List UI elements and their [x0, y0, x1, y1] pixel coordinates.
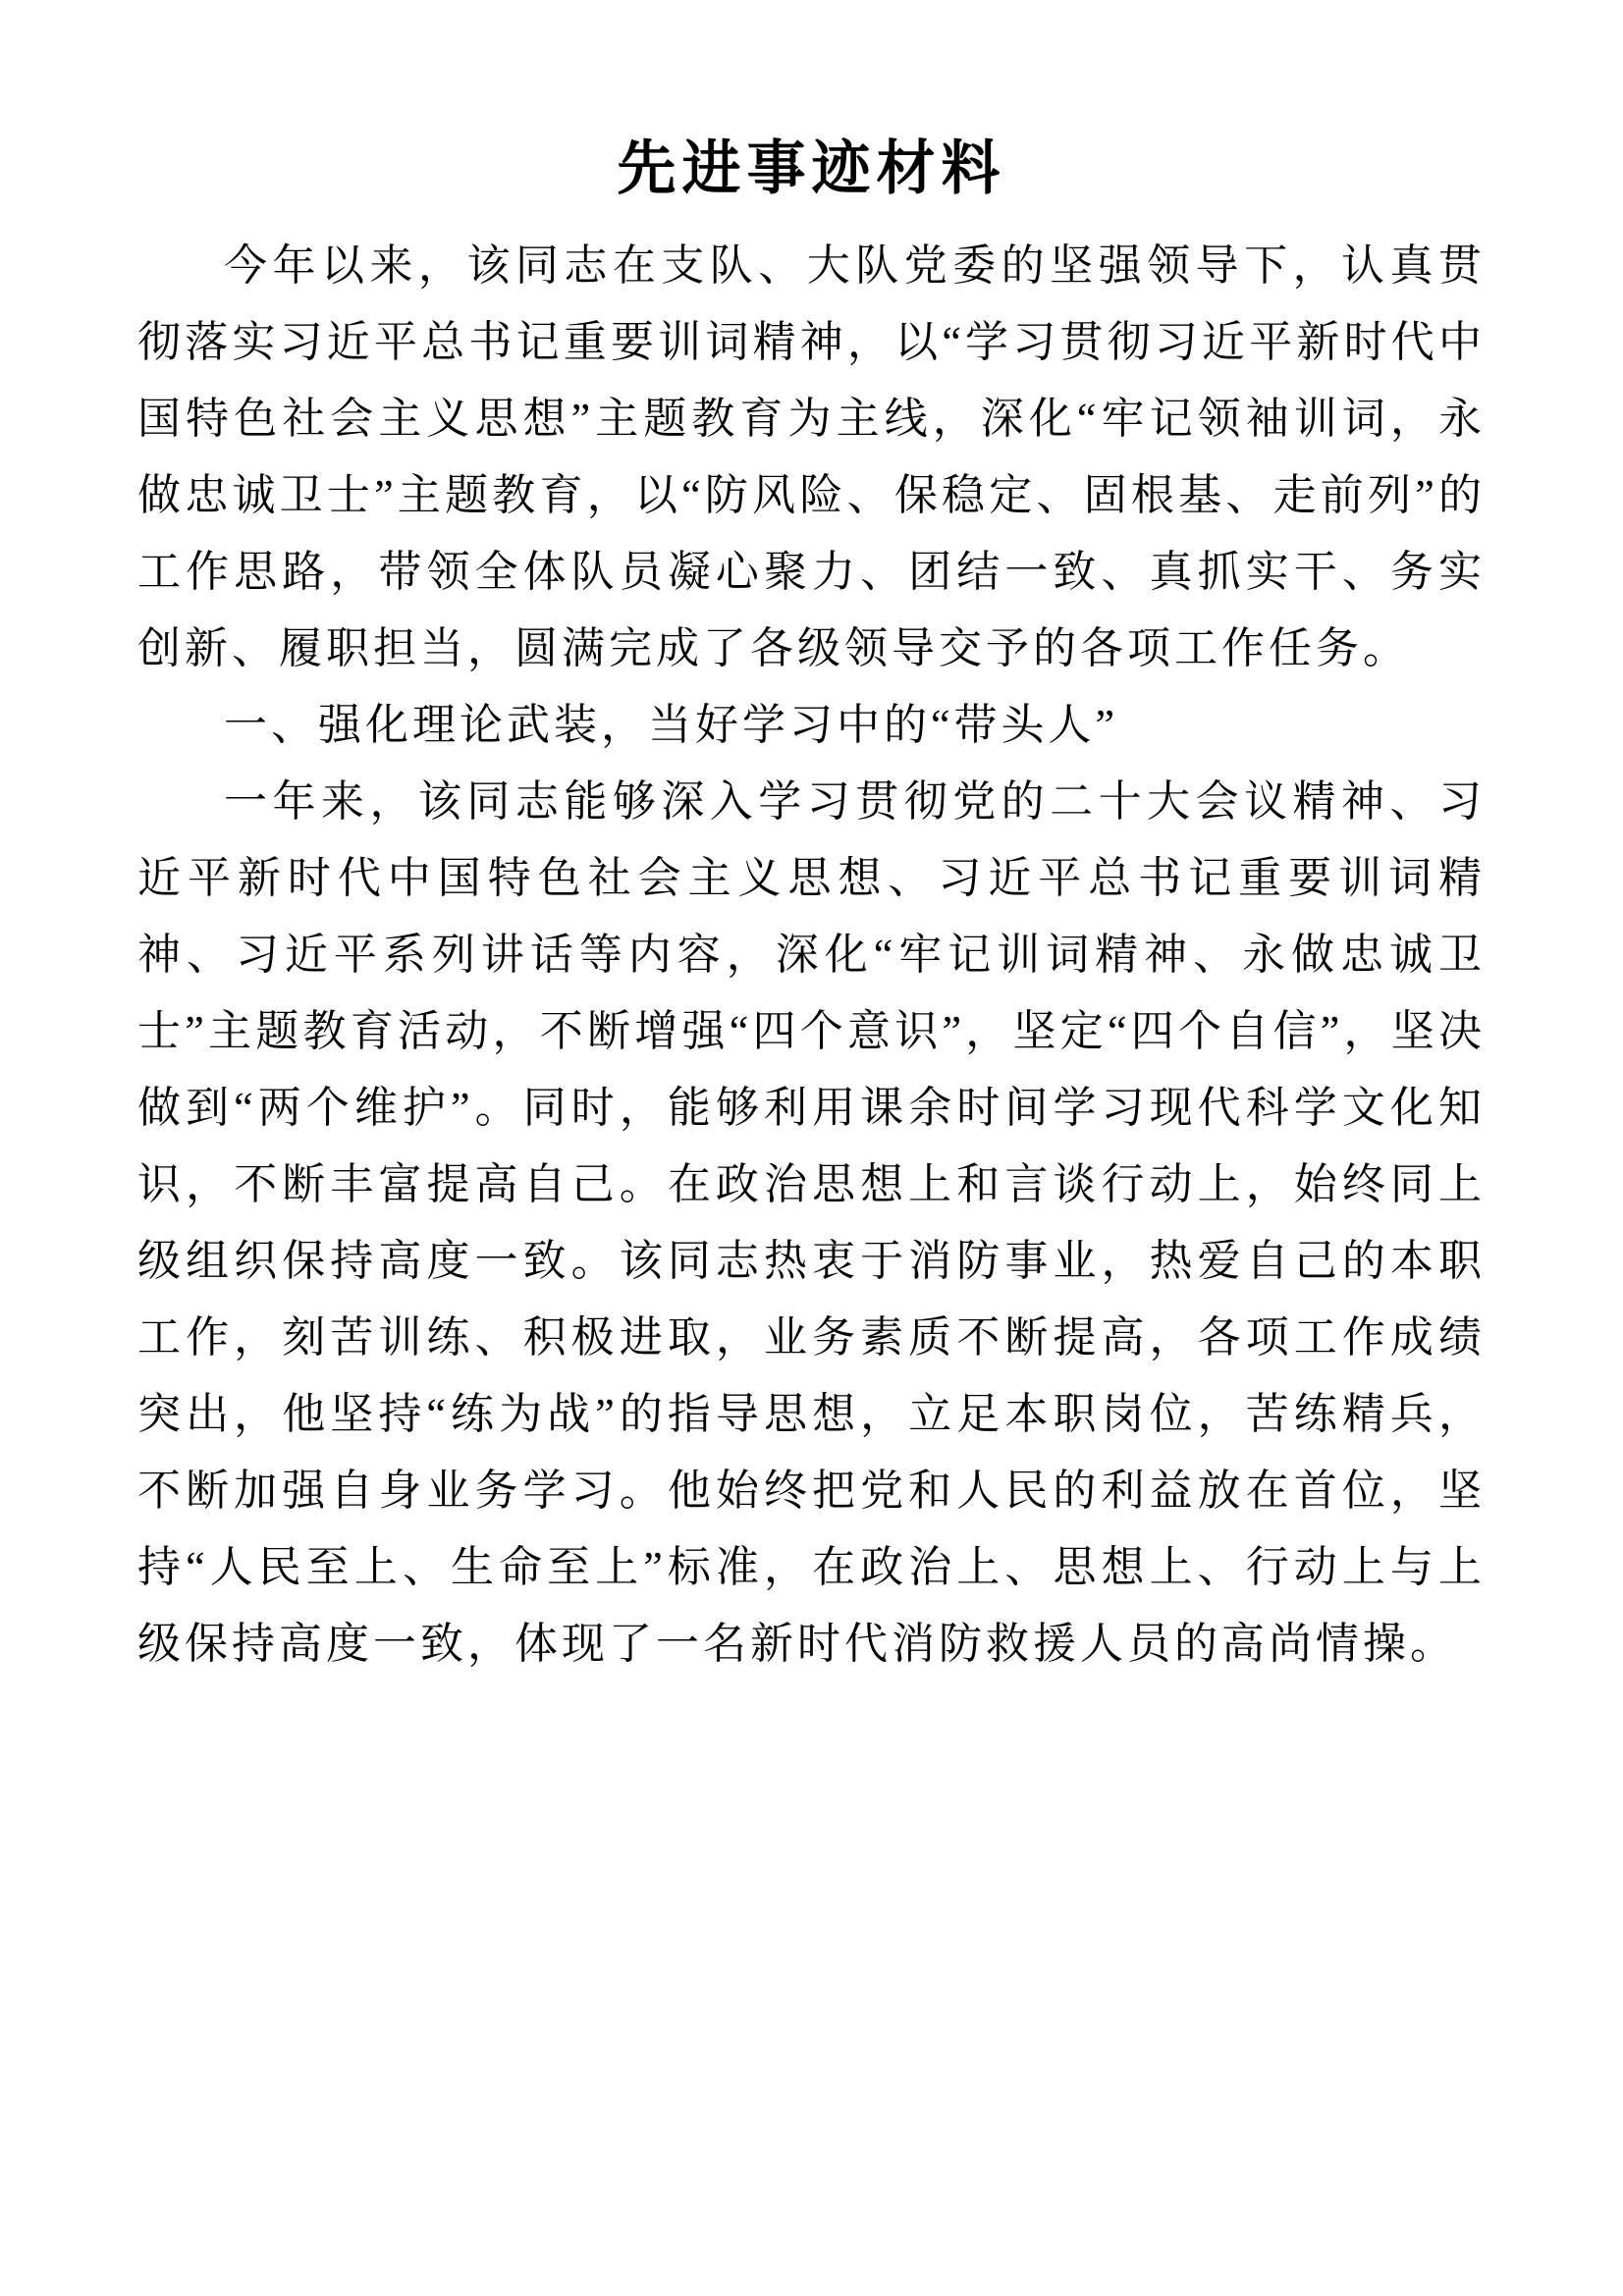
section-heading: 一、强化理论武装，当好学习中的“带头人” [224, 701, 1119, 749]
paragraph-intro: 今年以来，该同志在支队、大队党委的坚强领导下，认真贯彻落实习近平总书记重要训词精神，以“学习贯彻习近平新时代中国特色社会主义思想”主题教育为主线，深化“牢记领袖训词，永做忠诚卫士”主题教育，以“防风险、保稳定、固根基、走前列”的工作思路，带领全体队员凝心聚力、团结一致、真抓实干、务实创新、履职担当，圆满完成了各级领导交予的各项工作任务。 [137, 241, 1486, 672]
document-title: 先进事迹材料 [617, 136, 1006, 201]
paragraph-section-body: 一年来，该同志能够深入学习贯彻党的二十大会议精神、习近平新时代中国特色社会主义思想、习近平总书记重要训词精神、习近平系列讲话等内容，深化“牢记训词精神、永做忠诚卫士”主题教育活动，不断增强“四个意识”，坚定“四个自信”，坚决做到“两个维护”。同时，能够利用课余时间学习现代科学文化知识，不断丰富提高自己。在政治思想上和言谈行动上，始终同上级组织保持高度一致。该同志热衷于消防事业，热爱自己的本职工作，刻苦训练、积极进取，业务素质不断提高，各项工作成绩突出，他坚持“练为战”的指导思想，立足本职岗位，苦练精兵，不断加强自身业务学习。他始终把党和人民的利益放在首位，坚持“人民至上、生命至上”标准，在政治上、思想上、行动上与上级保持高度一致，体现了一名新时代消防救援人员的高尚情操。 [137, 777, 1486, 1668]
